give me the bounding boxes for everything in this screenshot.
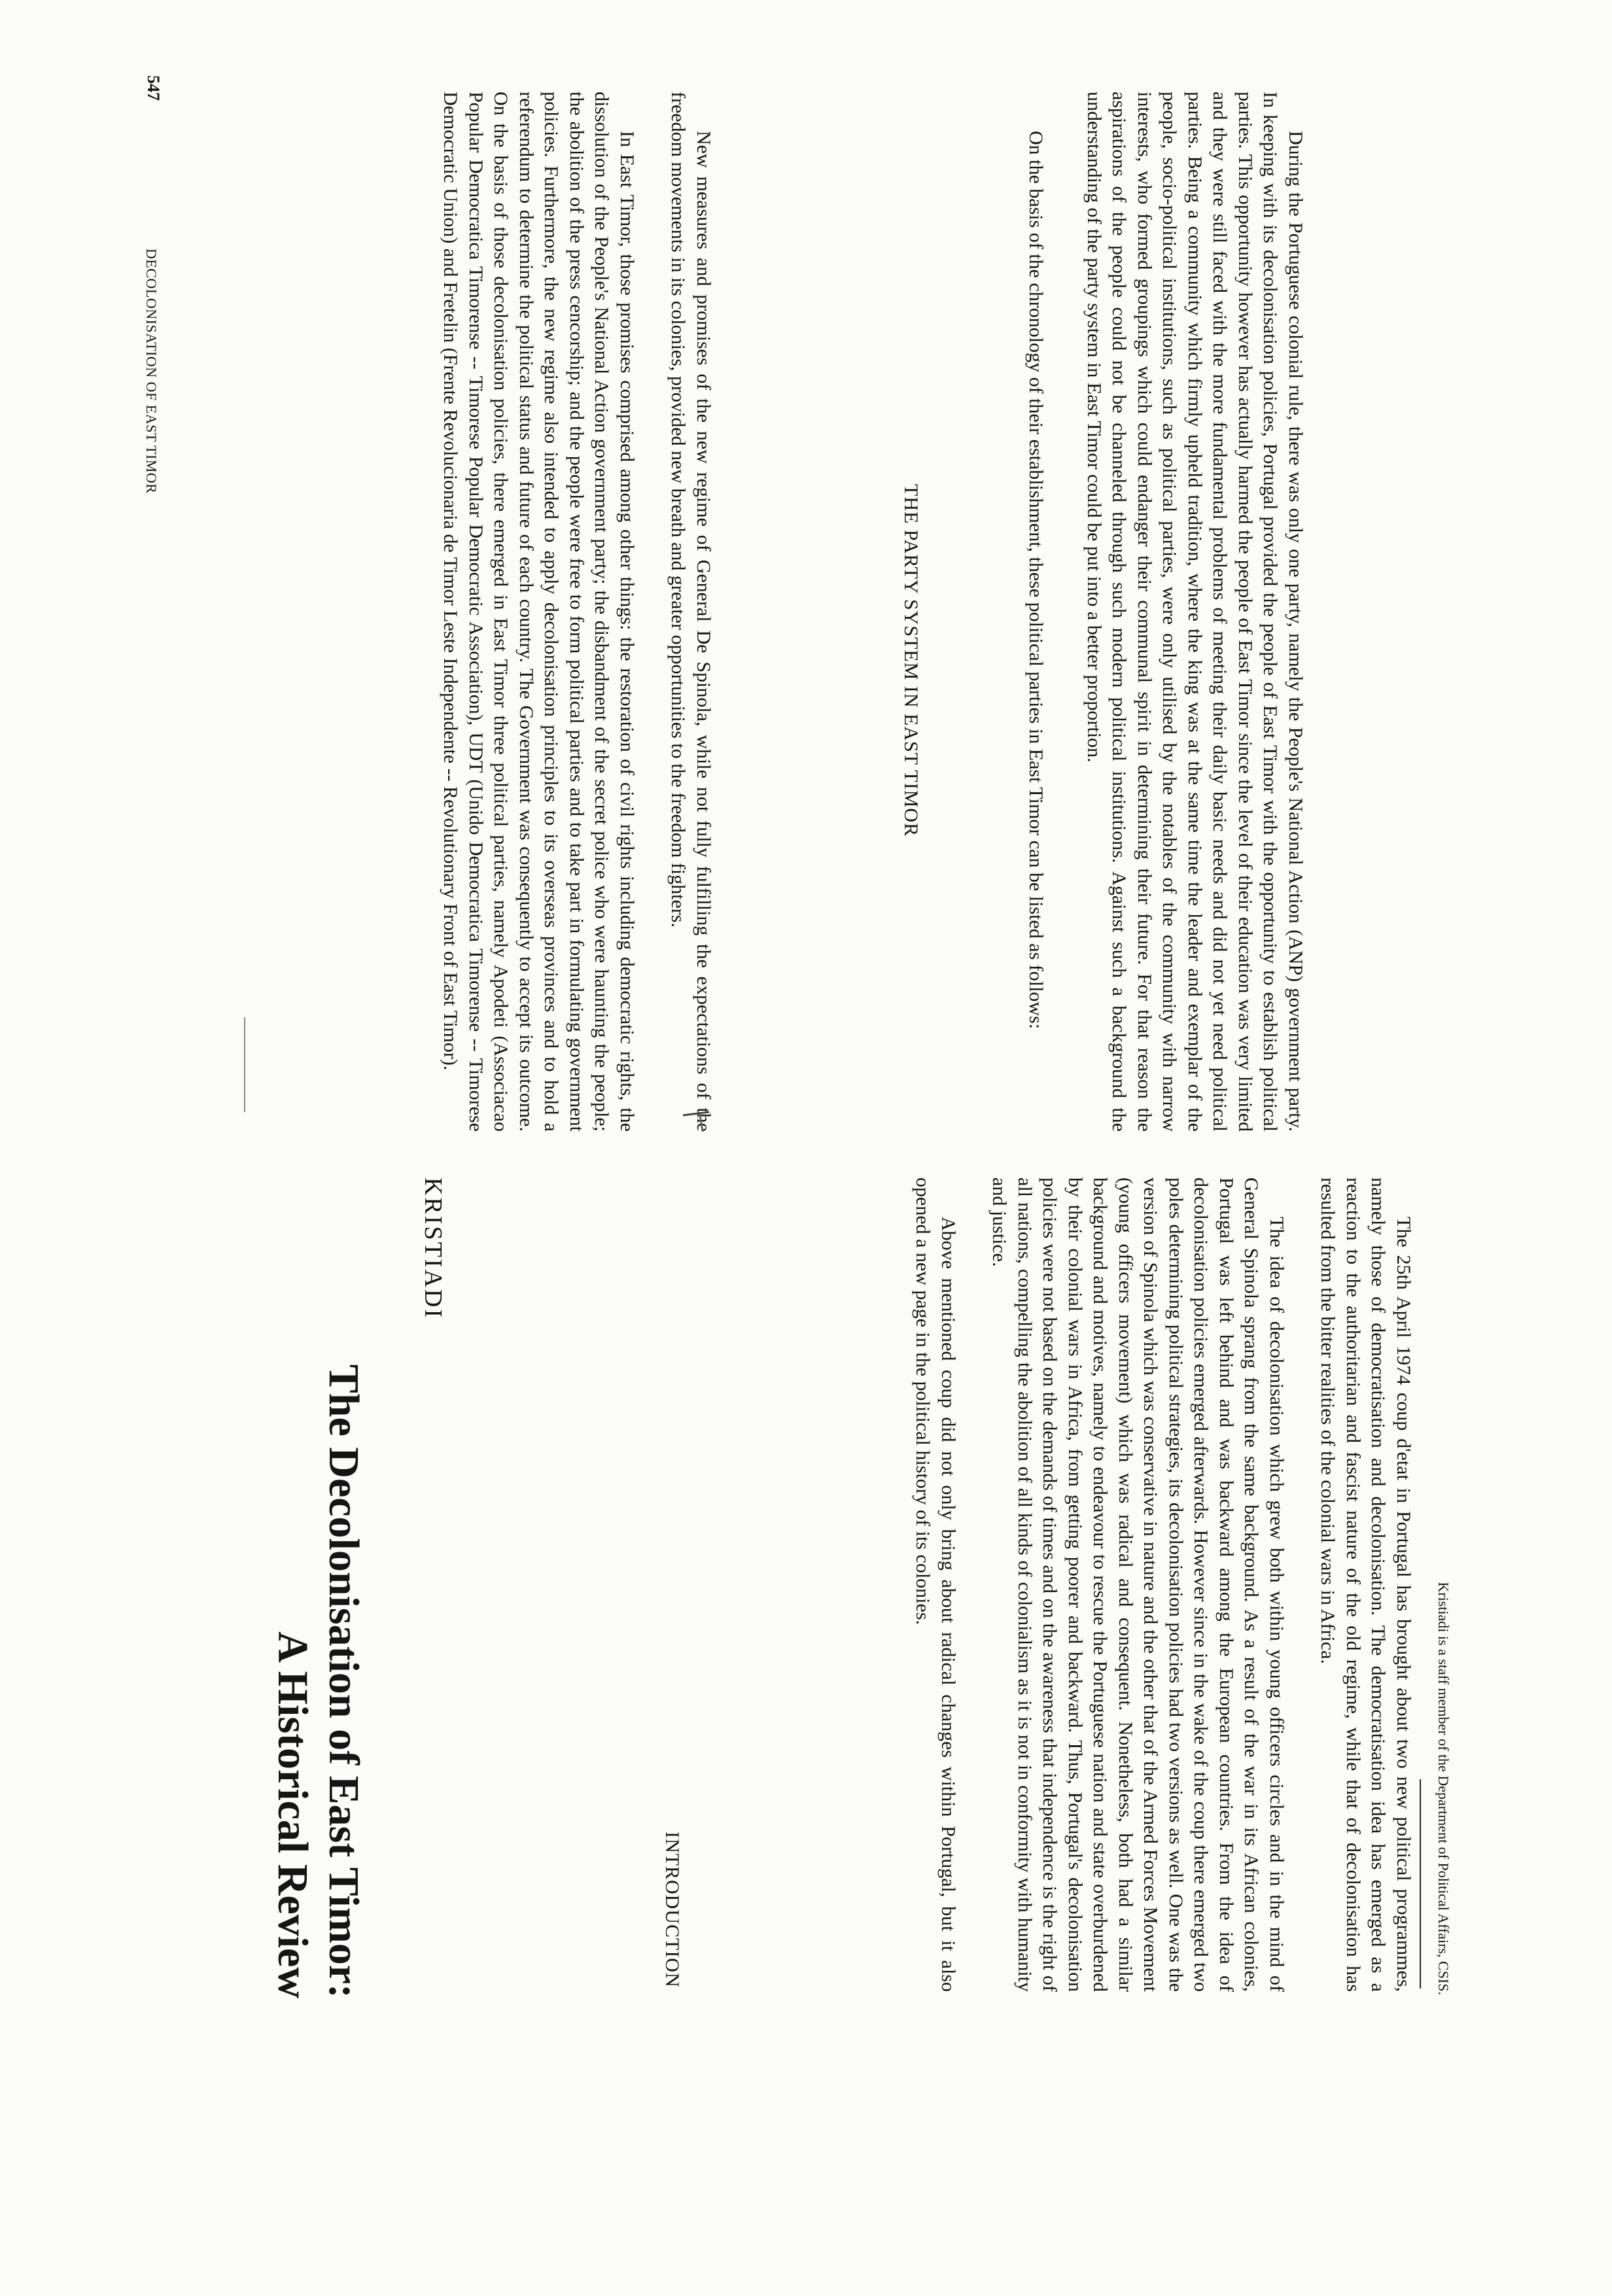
page-number: 547 <box>144 75 163 101</box>
article-title-line2: A Historical Review <box>269 1631 317 1998</box>
introduction-column <box>884 1177 1416 1992</box>
right-page-lower-column <box>1023 92 1308 1132</box>
intro-paragraph-1: The 25th April 1974 coup d'etat in Portugal has brought about two new political programmes, namely those of democratisation and decolonisation. The democratisation idea has emerged as a reaction to the authoritarian and fascist nature of the old regime, while that of decolonisation has resulted from the bitter realities of the colonial wars in Africa. <box>1317 1177 1414 1992</box>
article-title <box>267 1171 369 1998</box>
article-title-line1: The Decolonisation of East Timor: <box>320 1364 368 1998</box>
footnote-rule <box>1420 1779 1421 1989</box>
right-paragraph-1: New measures and promises of the new regime of General De Spinola, while not fully fulfilling the expectations of the freedom movements in its colonies, provided new breath and greater opportunities to the freedom fighters. <box>667 92 714 1132</box>
party-system-heading: THE PARTY SYSTEM IN EAST TIMOR <box>900 484 922 837</box>
right-page-upper-column <box>438 92 716 1132</box>
author-name: KRISTIADI <box>419 1177 447 1319</box>
party-paragraph-2: On the basis of the chronology of their establishment, these political parties in East Timor can be listed as follows: <box>1025 131 1047 1030</box>
running-head: DECOLONISATION OF EAST TIMOR <box>143 249 160 494</box>
right-paragraph-2: In East Timor, those promises comprised among other things: the restoration of civil rights including democratic rights, the dissolution of the People's National Action government party; the disbandment of the secret police who were haunting the people; the abolition of the press cencorship; and the people were free to form political parties and to take part in formulating government policies. Furthermore, the new regime also intended to apply decolonisation principles to its overseas provinces and to hold a referendum to determine the political status and future of each country. The Government was consequently to accept its outcome. On the basis of those decolonisation policies, there emerged in East Timor three political parties, namely Apodeti (Associacao Popular Democratica Timorense -- Timorese Popular Democratic Association), UDT (Unido Democratica Timorense -- Timorese Democratic Union) and Fretelin (Frente Revolucionaria de Timor Leste Independente -- Revolutionary Front of East Timor). <box>440 92 638 1132</box>
intro-paragraph-3: Above mentioned coup did not only bring about radical changes within Portugal, but it also opened a new page in the political history of its colonies. <box>912 1177 959 1992</box>
party-paragraph-1: During the Portuguese colonial rule, there was only one party, namely the People's National Action (ANP) government party. In keeping with its decolonisation policies, Portugal provided the people of East Timor with the opportunity to establish political parties. This opportunity however has actually harmed the people of East Timor since the level of their education was very limited and they were still faced with the more fundamental problems of meeting their daily basic needs and did not yet need political parties. Being a community which firmly upheld tradition, where the king was at the same time the leader and exemplar of the people, socio-political institutions, such as political parties, were only utilised by the notables of the community with narrow interests, who formed groupings which could endanger their communal spirit in determining their future. For that reason the aspirations of the people could not be channeled through such modern political institutions. Against such a background the understanding of the party system in East Timor could be put into a better proportion. <box>1083 92 1306 1132</box>
intro-paragraph-2: The idea of decolonisation which grew both within young officers circles and in the mind of General Spinola sprang from the same background. As a result of the war in its African colonies, Portugal was left behind and was backward among the European countries. From the idea of decolonisation policies emerged afterwards. However since in the wake of the coup there emerged two poles determining political strategies, its decolonisation policies had two versions as well. One was the version of Spinola which was conservative in nature and the other that of the Armed Forces Movement (young officers movement) which was radical and consequent. Nonetheless, both had a similar background and motives, namely to endeavour to rescue the Portuguese nation and state overburdened by their colonial wars in Africa, from getting poorer and backward. Thus, Portugal's decolonisation policies were not based on the demands of times and on the awareness that independence is the right of all nations, compelling the abolition of all kinds of colonialism as it is not in conformity with humanity and justice. <box>989 1177 1288 1992</box>
footnote-text: Kristiadi is a staff member of the Department of Political Affairs, CSIS. <box>1435 1582 1452 1995</box>
introduction-heading: INTRODUCTION <box>661 1832 683 1988</box>
